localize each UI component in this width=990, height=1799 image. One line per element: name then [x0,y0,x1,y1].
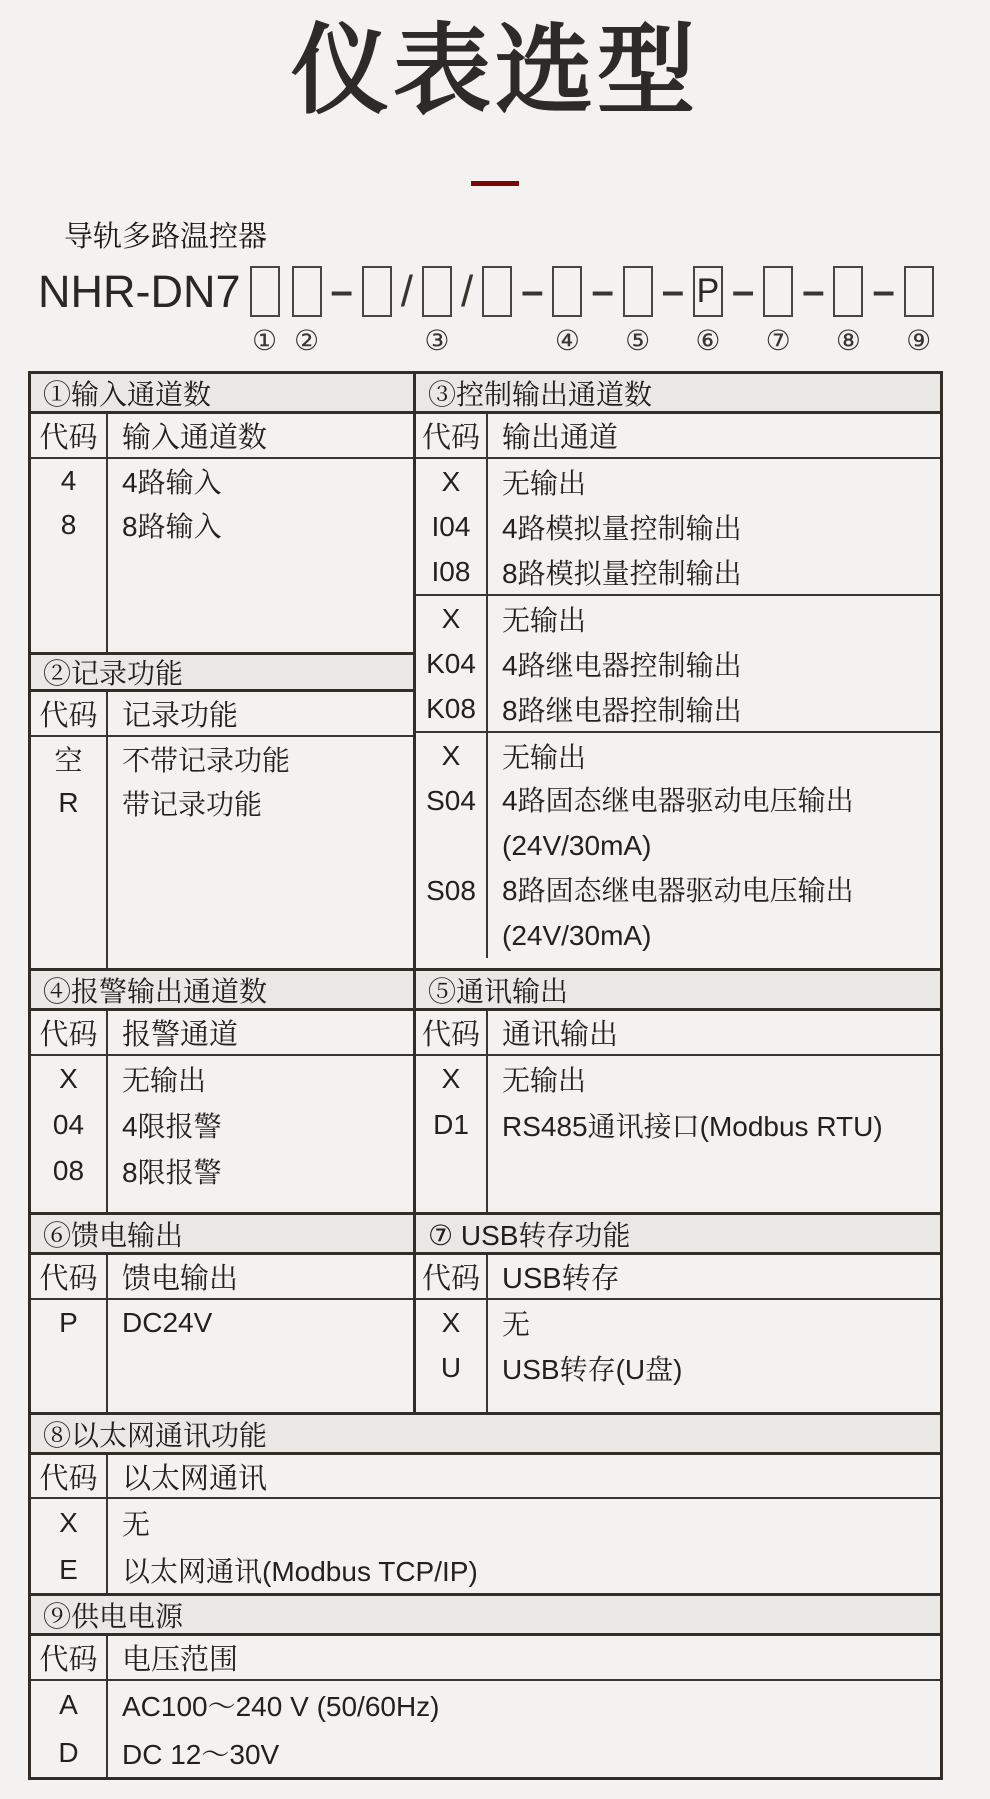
code-cell: X [416,733,488,778]
desc-cell [488,868,940,958]
column-header-row [416,1011,940,1056]
dash-glyph: – [521,269,544,313]
code-box-P: P [693,266,723,317]
empty-space [416,1390,940,1412]
desc-cell: 无输出 [502,1065,587,1096]
code-cell: S08 [416,868,488,958]
table-row [31,1148,413,1194]
desc-cell: 无输出 [502,741,587,773]
table-row [31,1300,413,1345]
desc-cell: 4路模拟量控制输出 [502,512,742,544]
section-1-input-channels [31,374,413,652]
code-cell: K04 [416,641,488,686]
model-box-3c [482,266,512,357]
product-name: 导轨多路温控器 [64,221,268,253]
code-col-header: 代码 [31,1011,108,1054]
model-dash [591,266,613,357]
model-box-7 [763,266,793,357]
code-box [292,266,322,317]
code-cell: E [31,1546,108,1593]
model-prefix: NHR-DN7 [38,266,241,317]
code-cell: 空 [31,737,108,781]
code-cell: K08 [416,686,488,731]
code-cell: 08 [31,1148,108,1194]
dash-glyph: – [591,269,614,313]
desc-cell: 4路继电器控制输出 [502,649,742,681]
table-row [416,641,940,686]
table-row [31,1681,940,1729]
band-3 [31,1212,940,1412]
section-4-alarm-output-channels [31,971,413,1212]
desc-col-header: 报警通道 [122,1019,239,1051]
section-7-usb-transfer [413,1215,940,1412]
column-header-row [416,1255,940,1300]
slash-glyph: / [460,266,474,316]
desc-col-header: 通讯输出 [502,1019,619,1051]
code-cell: D1 [416,1102,488,1148]
model-dash [872,266,894,357]
dash-glyph: – [731,269,755,313]
code-cell: X [31,1056,108,1102]
model-box-6-feed-power [693,266,723,357]
table-body [31,1300,413,1412]
table-row [416,1102,940,1148]
section-title: ⑨供电电源 [31,1596,940,1636]
table-row [416,459,940,504]
title-underline [471,181,519,186]
table-row [416,1300,940,1345]
desc-cell: 无 [502,1308,531,1340]
table-row [416,733,940,778]
model-box-8 [833,266,863,357]
desc-cell: 无 [122,1508,151,1540]
table-row [31,503,413,547]
desc-col-header: 记录功能 [122,700,239,732]
code-cell: U [416,1345,488,1390]
dash-glyph: – [872,269,895,313]
table-body [31,737,413,968]
table-row [416,549,940,594]
table-row [31,1729,940,1777]
model-box-1 [250,266,280,357]
index-label: ⑥ [695,325,721,356]
desc-line-1: 4路固态继电器驱动电压输出 [502,785,854,816]
index-label: ① [251,325,278,356]
code-cell: I04 [416,504,488,549]
band-2 [31,968,940,1212]
desc-col-header: 馈电输出 [122,1263,239,1295]
code-box [623,266,653,317]
desc-line-2: (24V/30mA) [502,920,652,951]
model-dash [802,266,824,357]
code-cell: S04 [416,778,488,868]
output-group-ssr [416,733,940,958]
table-body [416,1300,940,1412]
column-header-row [31,1011,413,1056]
band-1 [31,374,940,968]
table-row [31,737,413,781]
section-2-record-function [31,652,413,968]
column-header-row [31,1636,940,1681]
empty-space [31,547,413,652]
desc-col-header: USB转存 [502,1263,620,1295]
desc-cell: 8路输入 [122,511,222,542]
code-box [833,266,863,317]
desc-col-header: 以太网通讯 [122,1462,268,1495]
desc-cell: AC100～240 V (50/60Hz) [122,1691,440,1722]
code-cell: 4 [31,459,108,503]
model-box-4 [552,266,582,357]
code-col-header: 代码 [31,1455,108,1497]
code-cell: P [31,1300,108,1345]
section-title: ③控制输出通道数 [416,374,940,414]
selection-table [28,371,943,1780]
code-box [362,266,392,317]
desc-cell: DC 12～30V [122,1739,280,1770]
code-box [904,266,934,317]
section-5-communication-output [413,971,940,1212]
model-box-9 [904,266,934,357]
model-box-2 [292,266,322,357]
index-label: ④ [554,325,581,356]
model-slash [461,266,473,357]
section-3-control-output-channels [416,374,940,968]
empty-space [416,1148,940,1212]
code-cell: 8 [31,503,108,547]
code-cell: X [416,596,488,641]
column-header-row [31,1255,413,1300]
desc-cell: 无输出 [502,467,587,499]
code-col-header: 代码 [416,414,488,457]
model-code-line [38,266,990,357]
desc-col-header: 电压范围 [122,1644,239,1676]
column-header-row [31,692,413,737]
column-header-row [416,414,940,459]
model-dash [732,266,754,357]
desc-col-header: 输出通道 [502,422,619,454]
desc-cell: 4限报警 [122,1111,222,1142]
section-title: ⑤通讯输出 [416,971,940,1011]
table-body [31,1681,940,1777]
desc-col-header: 输入通道数 [122,422,268,454]
table-row [31,1056,413,1102]
output-group-relay [416,596,940,733]
desc-line-2: (24V/30mA) [502,830,652,861]
page-title: 仪表选型 [290,14,699,128]
column-header-row [31,414,413,459]
section-title: ②记录功能 [31,652,413,692]
table-body [416,1056,940,1212]
code-box [552,266,582,317]
empty-space [31,1194,413,1212]
model-dash [662,266,684,357]
model-box-3b [422,266,452,357]
slash-glyph: / [400,266,413,316]
desc-cell: 不带记录功能 [122,745,291,776]
table-row [31,1102,413,1148]
code-cell: 04 [31,1102,108,1148]
table-row [31,1546,940,1593]
model-box-5 [623,266,653,357]
desc-cell [488,778,940,868]
column-header-row [31,1455,940,1499]
code-cell: X [416,1300,488,1345]
table-body [31,1056,413,1212]
desc-line-1: 8路固态继电器驱动电压输出 [502,875,854,906]
section-title: ①输入通道数 [31,374,413,414]
index-label: ⑧ [835,325,862,356]
index-label: ⑨ [906,325,932,356]
table-row [31,1499,940,1546]
code-col-header: 代码 [31,1636,108,1679]
code-box [422,266,452,317]
index-label: ⑦ [765,325,791,356]
code-box [250,266,280,317]
desc-cell: 以太网通讯(Modbus TCP/IP) [122,1555,478,1587]
section-title: ⑦ USB转存功能 [416,1215,940,1255]
table-row [31,459,413,503]
desc-cell: 4路输入 [122,467,222,498]
code-cell: X [416,459,488,504]
dash-glyph: – [661,269,684,313]
code-col-header: 代码 [31,1255,108,1298]
code-box [482,266,512,317]
empty-space [31,1345,413,1412]
section-6-feed-power-output [31,1215,413,1412]
table-row [416,1056,940,1102]
table-body [416,459,940,968]
desc-cell: USB转存(U盘) [502,1353,683,1385]
code-cell: I08 [416,549,488,594]
table-row [416,778,940,868]
code-cell: D [31,1729,108,1777]
desc-cell: DC24V [122,1306,213,1338]
output-group-analog [416,459,940,596]
index-label: ③ [424,325,450,356]
code-col-header: 代码 [31,692,108,735]
code-box [763,266,793,317]
desc-cell: RS485通讯接口(Modbus RTU) [502,1111,883,1142]
index-label: ② [293,325,320,356]
code-col-header: 代码 [416,1255,488,1298]
empty-space [31,825,413,968]
desc-cell: 带记录功能 [122,789,263,820]
section-8-ethernet [31,1412,940,1593]
code-cell: A [31,1681,108,1729]
model-dash [521,266,543,357]
table-row [416,868,940,958]
table-body [31,1499,940,1593]
desc-cell: 8限报警 [122,1157,222,1188]
section-title: ⑧以太网通讯功能 [31,1415,940,1455]
model-slash [401,266,413,357]
table-row [416,504,940,549]
desc-cell: 无输出 [122,1065,207,1096]
dash-glyph: – [330,269,353,313]
model-dash [331,266,353,357]
table-body [31,459,413,652]
section-title: ⑥馈电输出 [31,1215,413,1255]
model-box-3a [362,266,392,357]
dash-glyph: – [802,269,825,313]
desc-cell: 8路继电器控制输出 [502,694,742,726]
code-cell: R [31,781,108,825]
section-title: ④报警输出通道数 [31,971,413,1011]
table-row [31,781,413,825]
code-col-header: 代码 [416,1011,488,1054]
code-cell: X [31,1499,108,1546]
model-segments [244,266,940,357]
table-row [416,686,940,731]
index-label: ⑤ [625,325,651,356]
desc-cell: 8路模拟量控制输出 [502,557,742,589]
code-col-header: 代码 [31,414,108,457]
table-row [416,1345,940,1390]
desc-cell: 无输出 [502,604,587,636]
code-cell: X [416,1056,488,1102]
section-9-power-supply [31,1593,940,1777]
table-row [416,596,940,641]
